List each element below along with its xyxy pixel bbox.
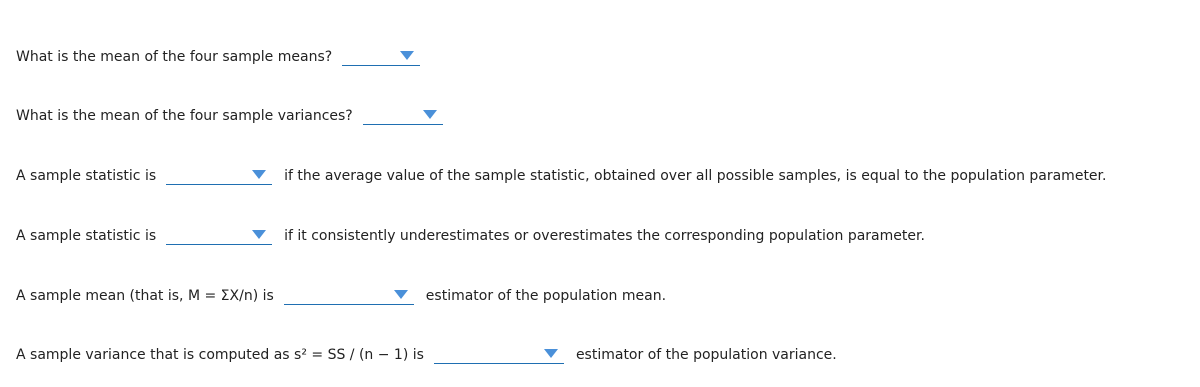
question-row-mean-of-variances [16,106,443,125]
question-text: A sample variance that is computed as s² = SS / (n − 1) is [16,347,424,363]
question-row-biased-definition [16,226,925,245]
question-text: What is the mean of the four sample means? [16,49,333,65]
chevron-down-icon[interactable] [544,349,558,358]
chevron-down-icon[interactable] [400,51,414,60]
chevron-down-icon[interactable] [252,230,266,239]
question-row-unbiased-definition [16,166,1106,185]
question-text: A sample statistic is [16,168,157,184]
question-row-sample-mean-estimator [16,286,666,305]
answer-dropdown-sample-mean-estimator[interactable] [284,286,414,305]
answer-dropdown-unbiased-definition[interactable] [166,166,272,185]
question-text: A sample mean (that is, M = ΣX/n) is [16,288,274,304]
question-continuation-text: if it consistently underestimates or overestimates the corresponding population parameter. [284,228,925,244]
question-row-mean-of-means [16,47,420,66]
answer-dropdown-mean-of-means[interactable] [342,47,420,66]
chevron-down-icon[interactable] [423,110,437,119]
question-text: What is the mean of the four sample variances? [16,108,353,124]
answer-dropdown-mean-of-variances[interactable] [363,106,443,125]
chevron-down-icon[interactable] [252,170,266,179]
question-row-sample-variance-estimator [16,345,837,364]
answer-dropdown-sample-variance-estimator[interactable] [434,345,564,364]
chevron-down-icon[interactable] [394,290,408,299]
answer-dropdown-biased-definition[interactable] [166,226,272,245]
question-continuation-text: estimator of the population mean. [425,288,667,304]
question-continuation-text: if the average value of the sample statistic, obtained over all possible samples, is equal to the population parameter. [284,168,1107,184]
question-continuation-text: estimator of the population variance. [575,347,837,363]
question-text: A sample statistic is [16,228,157,244]
